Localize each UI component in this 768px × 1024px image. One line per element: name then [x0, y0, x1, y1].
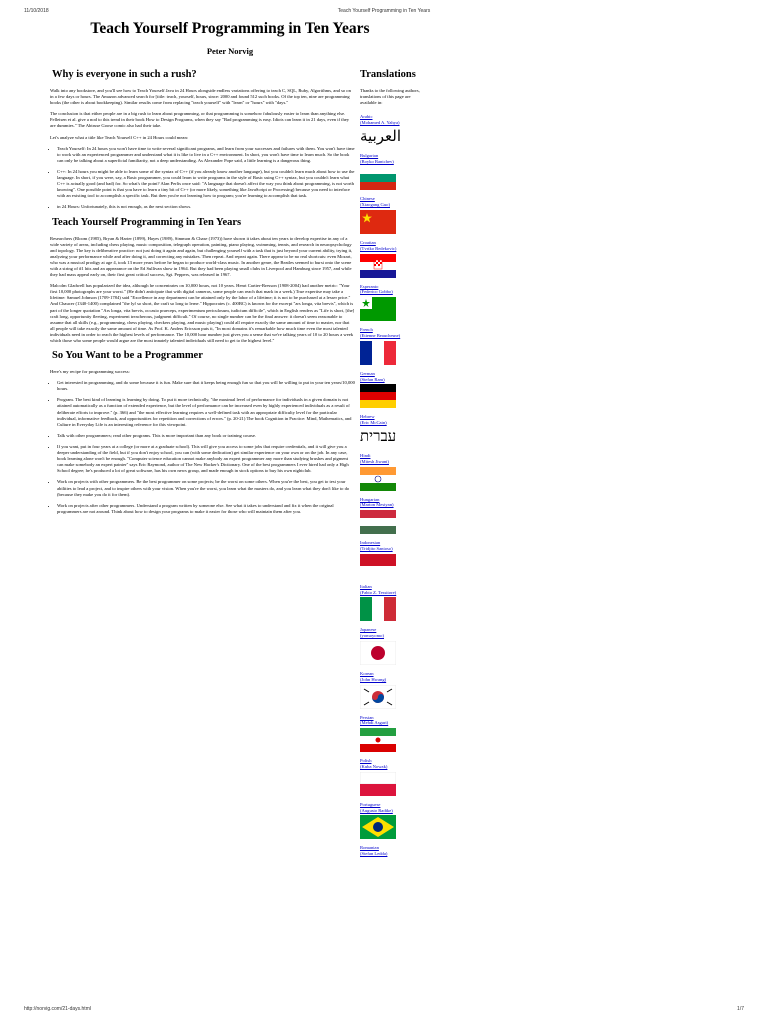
translation-language-link[interactable]: Esperanto: [360, 283, 379, 289]
translation-author-link[interactable]: (Boyko Bantchev): [360, 158, 394, 164]
paragraph: Here's my recipe for programming success:: [50, 369, 130, 375]
print-header: [24, 8, 744, 18]
analysis-list: [57, 146, 355, 211]
translation-item: [360, 327, 430, 365]
translation-item: [360, 758, 430, 796]
translation-item: [360, 715, 430, 753]
translation-item: [360, 371, 430, 409]
list-item: • Talk with other programmers; read other programs. This is more important than any book or training course.: [57, 433, 355, 439]
translation-language-link[interactable]: Hindi: [360, 453, 371, 459]
translation-author-link[interactable]: (Xiaogang Guo): [360, 202, 390, 208]
print-footer: [24, 1006, 744, 1016]
translation-author-link[interactable]: (Tvrtko Bedekovic): [360, 245, 397, 251]
flag-eo-icon: [360, 297, 396, 321]
translation-author-link[interactable]: (Tridjito Santoso): [360, 546, 393, 552]
section-heading-programmer: So You Want to be a Programmer: [52, 350, 203, 362]
translation-item: [360, 284, 430, 322]
translation-item: [360, 802, 430, 840]
list-item: • in 24 Hours: Unfortunately, this is not enough, as the next section shows.: [57, 204, 355, 210]
list-item: • Work on projects with other programmers. Be the best programmer on some projects; be the worst on some others. When you're the best, you get to test your abilities to lead a project, and to inspire others with your vision. When you're the worst, you learn what the masters do, and you learn what they don't like to do (because they make you do it for them).: [57, 479, 355, 497]
flag-jp-icon: [360, 641, 396, 665]
translation-language-link[interactable]: Japanese: [360, 627, 377, 633]
translation-author-link[interactable]: (Augusto Radtke): [360, 807, 393, 813]
translation-author-link[interactable]: (Kuba Nowak): [360, 763, 388, 769]
flag-cn-icon: [360, 210, 396, 234]
page-title: Teach Yourself Programming in Ten Years: [90, 20, 370, 37]
translation-author-link[interactable]: (Mehdi Asgari): [360, 720, 389, 726]
translation-language-link[interactable]: Bulgarian: [360, 152, 379, 158]
section-heading-rush: Why is everyone in such a rush?: [52, 69, 197, 80]
flag-in-icon: [360, 467, 396, 491]
list-item: • If you want, put in four years at a college (or more at a graduate school). This will give you access to some jobs that require credentials, and it will give you a deeper understanding of the field, but if you don't enjoy school, you can (with some dedication) get similar experience on your own or on the job. In any case, book learning alone won't be enough. "Computer science education cannot make anybody an expert programmer any more than studying brushes and pigment can make somebody an expert painter" says Eric Raymond, author of The New Hacker's Dictionary. One of the best programmers I ever hired had only a High School degree; he's produced a lot of great software, has his own news group, and made enough in stock options to buy his own nightclub.: [57, 444, 355, 474]
print-date: 11/10/2018: [24, 8, 49, 14]
translation-item: [360, 584, 430, 622]
print-url: http://norvig.com/21-days.html: [24, 1006, 91, 1012]
flag-kr-icon: [360, 685, 396, 709]
translation-item: [360, 153, 430, 191]
list-item: • Program. The best kind of learning is learning by doing. To put it more technically, "the maximal level of performance for individuals in a given domain is not attained automatically as a function of extended experience, but the level of performance can be increased even by highly experienced individuals as a result of deliberate efforts to improve." (p. 366) and "the most effective learning requires a well-defined task with an appropriate difficulty level for the particular individual, informative feedback, and opportunities for repetition and corrections of errors." (p. 20-21) The book Cognition in Practice: Mind, Mathematics, and Culture in Everyday Life is an interesting reference for this viewpoint.: [57, 397, 355, 427]
flag-id-icon: [360, 554, 396, 578]
paragraph: Malcolm Gladwell has popularized the idea, although he concentrates on 10,000 hours, not 10 years. Henri Cartier-Bresson (1908-2004) had another metric: "Your first 10,000 photographs are your worst." (He didn't anticipate that with digital cameras, some people can reach that mark in a week.) True expertise may take a lifetime: Samuel Johnson (1709-1784) said "Excellence in any department can be attained only by the labor of a lifetime; it is not to be purchased at a lesser price." And Chaucer (1340-1400) complained "the lyf so short, the craft so long to lerne." Hippocrates (c. 400BC) is known for the excerpt "ars longa, vita brevis", which is part of the longer quotation "Ars longa, vita brevis, occasio praeceps, experimentum periculosum, iudicium difficile", which in English renders as "Life is short, [the] craft long, opportunity fleeting, experiment treacherous, judgment difficult." Of course, no single number can be the final answer: it doesn't seem reasonable to assume that all skills (e.g., programming, chess playing, checkers playing, and music playing) could all require exactly the same amount of time to master, nor that all people will take exactly the same amount of time. As Prof. K. Anders Ericsson puts it, "In most domains it's remarkable how much time even the most talented individuals need in order to reach the highest levels of performance. The 10,000 hour number just gives you a sense that we're talking years of 10 to 20 hours a week which those who some people would argue are the most innately talented individuals still need to get to the highest level.": [50, 283, 355, 343]
language-script-image: العربية: [360, 128, 401, 145]
list-item: • Get interested in programming, and do some because it is fun. Make sure that it keeps being enough fun so that you will be willing to put in your ten years/10,000 hours.: [57, 380, 355, 392]
flag-bg-icon: [360, 166, 396, 190]
translation-language-link[interactable]: Arabic: [360, 114, 373, 120]
flag-ir-icon: [360, 728, 396, 752]
translation-item: [360, 414, 430, 447]
list-item: • Teach Yourself: In 24 hours you won't have time to write several significant programs, and learn from your successes and failures with them. You won't have time to work with an experienced programmer and understand what it is like to live in a C++ environment. In short, you won't have time to learn much. So the book can only be talking about a superficial familiarity, not a deep understanding. As Alexander Pope said, a little learning is a dangerous thing.: [57, 146, 355, 164]
main-content: [50, 66, 355, 520]
flag-hu-icon: [360, 510, 396, 534]
translation-language-link[interactable]: Persian: [360, 714, 374, 720]
translation-language-link[interactable]: Romanian: [360, 845, 379, 851]
translation-item: [360, 114, 430, 147]
translation-author-link[interactable]: (Mitesh Jiwani): [360, 458, 389, 464]
translation-author-link[interactable]: (Mohamed A. Yahya): [360, 120, 400, 126]
translation-language-link[interactable]: Portuguese: [360, 801, 381, 807]
translation-item: [360, 453, 430, 491]
flag-br-icon: [360, 815, 396, 839]
list-item: • C++: In 24 hours you might be able to learn some of the syntax of C++ (if you already know another language), but you couldn't learn much about how to use the language. In short, if you were, say, a Basic programmer, you could learn to write programs in the style of Basic using C++ syntax, but you couldn't learn what C++ is actually good (and bad) for. So what's the point? Alan Perlis once said: "A language that doesn't affect the way you think about programming, is not worth knowing". One possible point is that you have to learn a tiny bit of C++ (or more likely, something like JavaScript or Processing) because you need to interface with an existing tool to accomplish a specific task. But then you're not learning how to program; you're learning to accomplish that task.: [57, 169, 355, 199]
translations-heading: Translations: [360, 69, 416, 80]
translations-sidebar: [360, 66, 440, 863]
translation-language-link[interactable]: Hebrew: [360, 414, 375, 420]
list-item: • Work on projects after other programmers. Understand a program written by someone else. See what it takes to understand and fix it when the original programmers are not around. Think about how to design your programs to make it easier for those who will maintain them after you.: [57, 503, 355, 515]
paragraph: The conclusion is that either people are in a big rush to learn about programming, or that programming is somehow fabulously easier to learn than anything else. Felleisen et al. give a nod to this trend in their book How to Design Programs, when they say "Bad programming is easy. Idiots can learn it in 21 days, even if they are dummies." The Abtruse Goose comic also had their take.: [50, 111, 350, 129]
translation-author-link[interactable]: (Etienne Beauchesne): [360, 333, 401, 339]
translation-author-link[interactable]: (John Hwang): [360, 676, 387, 682]
translation-author-link[interactable]: (Fabio Z. Tessitore): [360, 589, 397, 595]
flag-hr-icon: [360, 254, 396, 278]
paragraph: Let's analyze what a title like Teach Yourself C++ in 24 Hours could mean:: [50, 134, 189, 140]
translation-language-link[interactable]: Chinese: [360, 196, 375, 202]
translations-list: [360, 114, 440, 857]
translation-language-link[interactable]: Hungarian: [360, 496, 380, 502]
translation-language-link[interactable]: Italian: [360, 583, 372, 589]
translation-language-link[interactable]: Indonesian: [360, 540, 381, 546]
translation-language-link[interactable]: Korean: [360, 671, 374, 676]
translation-item: [360, 196, 430, 234]
translation-item: [360, 627, 430, 665]
translation-item: [360, 540, 430, 578]
flag-fr-icon: [360, 341, 396, 365]
translation-author-link[interactable]: (yomoyomo): [360, 633, 384, 639]
translation-language-link[interactable]: French: [360, 327, 373, 333]
translation-item: [360, 845, 430, 857]
translation-item: [360, 671, 430, 709]
language-script-image: עברית: [360, 429, 397, 446]
translation-item: [360, 240, 430, 278]
section-heading-ten-years: Teach Yourself Programming in Ten Years: [52, 216, 242, 228]
paragraph: Researchers (Bloom (1985), Bryan & Harter (1899), Hayes (1989), Simmon & Chase (1973)) have shown it takes about ten years to develop expertise in any of a wide variety of areas, including chess playing, music composition, telegraph operation, painting, piano playing, swimming, tennis, and research in neuropsychology and topology. The key is deliberative practice: not just doing it again and again, but challenging yourself with a task that is just beyond your current ability, trying it, analyzing your performance while and after doing it, and correcting any mistakes. Then repeat. And repeat again. There appear to be no real shortcuts: even Mozart, who was a musical prodigy at age 4, took 13 more years before he began to produce world-class music. In another genre, the Beatles seemed to burst onto the scene with a string of #1 hits and an appearance on the Ed Sullivan show in 1964. But they had been playing small clubs in Liverpool and Hamburg since 1957, and while they had mass appeal early on, their first great critical success, Sgt. Peppers, was released in 1967.: [50, 235, 353, 278]
print-title: Teach Yourself Programming in Ten Years: [337, 8, 431, 14]
translation-language-link[interactable]: Croatian: [360, 240, 376, 246]
paragraph: Walk into any bookstore, and you'll see how to Teach Yourself Java in 24 Hours alongside endless variations offering to teach C, SQL, Ruby, Algorithms, and so on in a few days or hours. The Amazon advanced search for [title: teach, yourself, hours, since: 2000 and found 512 such books. Of the top ten, nine are programming books (the other is about bookkeeping). Similar results come from replacing "teach yourself" with "learn" or "hours" with "days.": [50, 88, 351, 106]
translation-author-link[interactable]: (Stefan Ledda): [360, 851, 388, 857]
flag-pl-icon: [360, 772, 396, 796]
translations-intro: Thanks to the following authors, translations of this page are available in:: [360, 88, 420, 106]
flag-de-icon: [360, 384, 396, 408]
translation-language-link[interactable]: Polish: [360, 758, 372, 764]
translation-language-link[interactable]: German: [360, 370, 375, 376]
translation-author-link[interactable]: (Marton Mestyan): [360, 502, 394, 508]
page-number: 1/7: [737, 1006, 744, 1012]
author: Peter Norvig: [206, 46, 254, 56]
translation-author-link[interactable]: (Eric McCain): [360, 420, 387, 426]
translation-author-link[interactable]: (Stefan Ram): [360, 376, 385, 382]
flag-it-icon: [360, 597, 396, 621]
translation-author-link[interactable]: (Federico Gobbo): [360, 289, 393, 295]
recipe-list: [57, 380, 355, 515]
translation-item: [360, 497, 430, 535]
